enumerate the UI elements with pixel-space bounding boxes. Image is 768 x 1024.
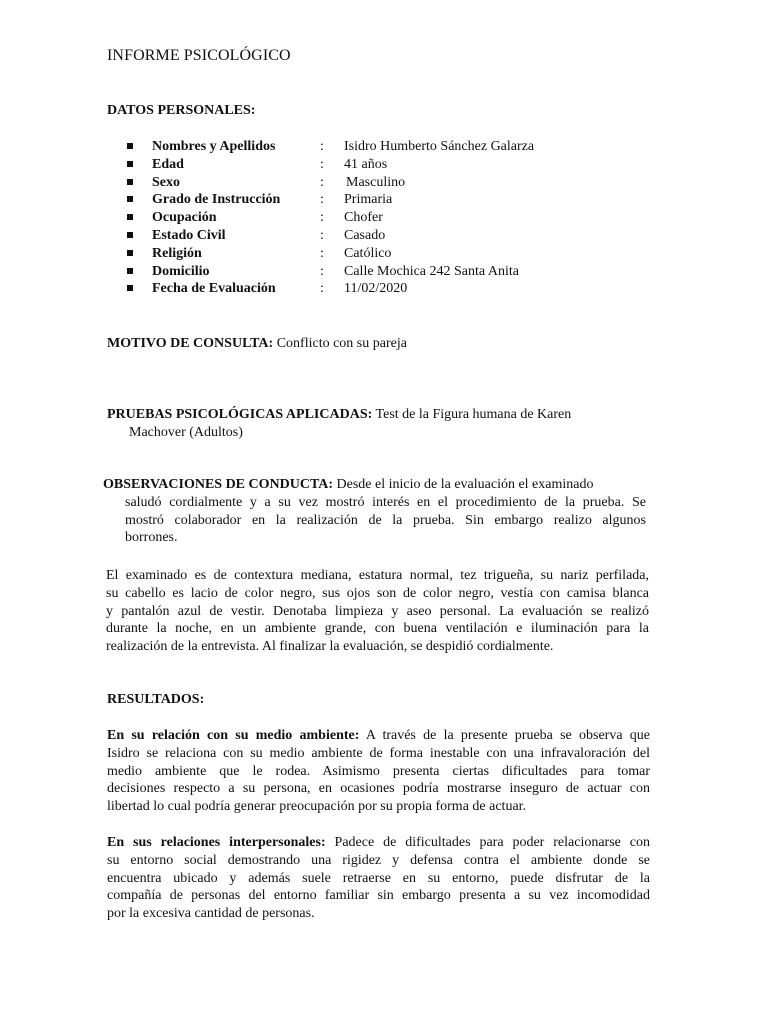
field-colon: : [320, 139, 324, 154]
paragraph-line [107, 834, 650, 852]
field-label: Fecha de Evaluación [152, 281, 276, 297]
paragraph-line: medio ambiente que le rodea. Asimismo presenta ciertas dificultades para tomar [107, 763, 650, 779]
field-colon: : [320, 192, 324, 208]
field-value: Católico [344, 245, 392, 261]
field-value: 41 años [344, 156, 388, 172]
bullet-icon [127, 214, 133, 220]
field-label: Grado de Instrucción [152, 192, 281, 208]
bullet-icon [127, 250, 133, 256]
field-colon: : [320, 245, 324, 261]
observaciones-line: mostró colaborador en la realización de la prueba. Sin embargo realizo algunos [125, 512, 646, 528]
motivo-consulta [107, 335, 407, 353]
field-colon: : [320, 156, 324, 172]
bullet-icon [127, 196, 133, 202]
field-label: Edad [152, 156, 184, 172]
field-colon: : [320, 174, 324, 190]
list-item [127, 209, 627, 227]
field-colon: : [320, 227, 324, 243]
personal-data-list [127, 138, 627, 298]
pruebas-line: Machover (Adultos) [129, 424, 243, 440]
bullet-icon [127, 161, 133, 167]
paragraph-line: realización de la entrevista. Al finalizar la evaluación, se despidió cordialmente. [106, 639, 554, 655]
motivo-label: MOTIVO DE CONSULTA: [107, 336, 274, 351]
paragraph-line: decisiones respecto a su persona, en ocasiones podría mostrarse inseguro de actuar con [107, 781, 650, 797]
field-label: Domicilio [152, 263, 210, 279]
field-label: Religión [152, 245, 202, 261]
paragraph-line: durante la noche, en un ambiente grande, con buena ventilación e iluminación para la [106, 621, 649, 637]
medio-label: En su relación con su medio ambiente: [107, 728, 360, 743]
bullet-icon [127, 232, 133, 238]
list-item [127, 245, 627, 263]
motivo-text: Conflicto con su pareja [276, 336, 407, 351]
interpersonales-paragraph [107, 834, 650, 923]
paragraph-line: encuentra ubicado y además suele retraerse en su entorno, puede disfrutar de la [107, 870, 650, 886]
observaciones-label: OBSERVACIONES DE CONDUCTA: [103, 477, 334, 492]
paragraph-line: por la excesiva cantidad de personas. [107, 906, 315, 922]
field-label: Nombres y Apellidos [152, 139, 276, 154]
bullet-icon [127, 268, 133, 274]
document-title: INFORME PSICOLÓGICO [107, 47, 291, 64]
field-colon: : [320, 281, 324, 297]
list-item [127, 174, 627, 192]
field-label: Ocupación [152, 210, 217, 226]
datos-personales-heading: DATOS PERSONALES: [107, 103, 256, 118]
observaciones-line: Desde el inicio de la evaluación el examinado [336, 477, 594, 492]
field-value: Casado [344, 227, 386, 243]
field-value: Calle Mochica 242 Santa Anita [344, 263, 519, 279]
observaciones-conducta [103, 476, 646, 547]
pruebas-label: PRUEBAS PSICOLÓGICAS APLICADAS: [107, 407, 373, 422]
bullet-icon [127, 285, 133, 291]
field-value: 11/02/2020 [344, 281, 408, 297]
list-item [127, 191, 627, 209]
pruebas-line: Test de la Figura humana de Karen [375, 407, 572, 422]
medio-text: A través de la presente prueba se observa que [365, 728, 650, 743]
list-item [127, 227, 627, 245]
descripcion-paragraph [106, 567, 649, 656]
field-colon: : [320, 263, 324, 279]
paragraph-line: y pantalón azul de vestir. Denotaba limpieza y aseo personal. La evaluación se realizó [106, 603, 649, 619]
list-item [127, 263, 627, 281]
paragraph-line: su cabello es lacio de color negro, sus ojos son de color negro, vestía con camisa blanca [106, 585, 649, 601]
field-value: Isidro Humberto Sánchez Galarza [344, 139, 535, 154]
paragraph-line: su entorno social demostrando una rigidez y defensa contra el ambiente donde se [107, 852, 650, 868]
field-value: Masculino [346, 174, 406, 190]
medio-ambiente-paragraph [107, 727, 650, 816]
bullet-icon [127, 143, 133, 149]
field-value: Primaria [344, 192, 393, 208]
pruebas-aplicadas [107, 406, 571, 442]
list-item [127, 280, 627, 298]
list-item [127, 138, 627, 156]
bullet-icon [127, 179, 133, 185]
resultados-heading: RESULTADOS: [107, 692, 205, 707]
paragraph-line: El examinado es de contextura mediana, estatura normal, tez trigueña, su nariz perfilada, [106, 568, 649, 583]
field-label: Estado Civil [152, 227, 226, 243]
paragraph-line: Isidro se relaciona con su medio ambiente de forma inestable con una infravaloración del [107, 745, 650, 761]
interpersonales-text: Padece de dificultades para poder relacionarse con [334, 835, 651, 850]
interpersonales-label: En sus relaciones interpersonales: [107, 835, 326, 850]
paragraph-line: libertad lo cual podría generar preocupación por su propia forma de actuar. [107, 799, 527, 815]
observaciones-line: saludó cordialmente y a su vez mostró interés en el procedimiento de la prueba. Se [125, 494, 646, 510]
paragraph-line [107, 727, 650, 745]
list-item [127, 156, 627, 174]
field-colon: : [320, 210, 324, 226]
observaciones-line: borrones. [125, 530, 178, 546]
paragraph-line: compañía de personas del entorno familiar sin embargo presenta a su vez incomodidad [107, 888, 650, 904]
field-value: Chofer [344, 210, 383, 226]
field-label: Sexo [152, 174, 180, 190]
